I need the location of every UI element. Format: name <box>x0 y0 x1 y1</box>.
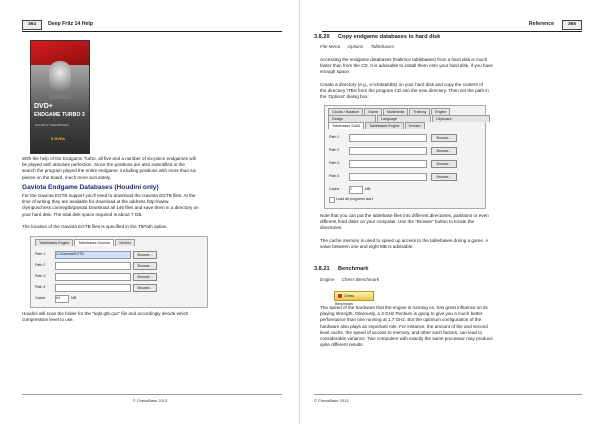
cache-label: Cache <box>35 296 46 300</box>
tab-tablebases-engine[interactable]: Tablebases Engine <box>35 239 73 246</box>
tab-language[interactable]: Language <box>377 115 431 122</box>
copy-paragraph <box>320 57 493 76</box>
section-number: 3.8.20 <box>314 34 330 40</box>
cache-input[interactable]: 64 <box>55 295 69 303</box>
text-line: For the Gaviota EGTB support you'll need to download the Gaviota EGTB files. At the <box>22 193 196 198</box>
path3-input[interactable] <box>55 273 131 281</box>
box-badge: 6 DVDs <box>51 136 66 141</box>
browse-button[interactable]: Browse... <box>431 160 457 168</box>
menu-path-item: File Menu <box>320 44 341 49</box>
text-line: Accessing the endgame databases (Nalimov tablebases) from a hard disk is much <box>320 57 488 62</box>
page-number: 365 <box>562 20 582 30</box>
browse-button[interactable]: Browse... <box>133 284 157 292</box>
dialog-tabs-row2 <box>328 115 491 122</box>
directory-paragraph <box>320 82 489 101</box>
gaviota-heading: Gaviota Endgame Databases (Houdini only) <box>22 184 159 191</box>
text-line: compression level to use. <box>22 317 74 323</box>
browse-button[interactable]: Browse... <box>133 273 157 281</box>
text-line: Create a directory (e.g., e:\chdata\tbs) on your hard disk and copy the content of <box>320 82 483 87</box>
tbpath-paragraph: The location of the Gaviota EGTB files is specified in the TbPath option. <box>22 224 168 229</box>
path-label: Path 4 <box>35 285 46 289</box>
text-line: the 'Options' dialog box: <box>320 94 369 100</box>
path1-input[interactable]: C:\Gaviota\EGTB <box>55 251 131 259</box>
tab-version[interactable]: Version <box>405 122 425 129</box>
left-page-header <box>22 19 282 32</box>
text-line: Note that you can put the tablebase files into different directories, partitions or even <box>320 213 489 218</box>
tab-tablebases-engine[interactable]: Tablebases Engine <box>365 122 403 129</box>
text-line: With the help of the Endgame Turbo, all five and a number of six-piece endgames will <box>22 156 196 161</box>
text-line: performance than one running at 1.7 GHz. But the optimum configuration of the <box>320 317 482 323</box>
text-line: hardware also plays an important role. For instance, the amount of the and second <box>320 323 488 329</box>
tab-training[interactable]: Training <box>409 108 430 115</box>
text-line: level cache, the speed of access to memory, and other such factors, can lead to <box>320 329 483 335</box>
path-label: Path 3 <box>329 161 340 165</box>
gaviota-dialog-screenshot <box>30 236 208 308</box>
box-title-line2: ENDGAME TURBO 3 <box>34 112 85 118</box>
path4-input[interactable] <box>349 173 427 181</box>
menu-path <box>320 44 400 49</box>
path-label: Path 4 <box>329 174 340 178</box>
menu-path-item: Tablebases <box>370 44 394 49</box>
left-footer: © ChessBase 2013 <box>132 398 168 403</box>
footer-rule <box>22 394 282 395</box>
page-number: 364 <box>22 20 42 30</box>
tab-tablebases-subd[interactable]: Tablebases SubD <box>328 122 364 129</box>
note-paragraph <box>320 213 489 232</box>
dialog-tabs-row1 <box>328 108 451 115</box>
text-line: different hard disks on your computer. Use the "Browse" button to locate the <box>320 219 475 225</box>
text-line: playing strength. Obviously, a 3 GHz Pentium is going to give you a much better <box>320 311 483 317</box>
section-title: Benchmark <box>338 266 369 272</box>
path3-input[interactable] <box>349 160 427 168</box>
cache-paragraph <box>320 238 488 250</box>
load-checkbox-label: Load all programs start <box>336 197 373 201</box>
browse-button[interactable]: Browse... <box>431 134 457 142</box>
menu-path <box>320 277 385 282</box>
text-line: enough space. <box>320 69 351 75</box>
menu-path-item: Chess Benchmark <box>341 277 380 282</box>
chess-benchmark-button[interactable] <box>334 291 374 306</box>
text-line: Houdini will scan the folder for the "kqkr.gtb.cpx" file and accordingly decide which <box>22 311 189 316</box>
right-page-header <box>322 19 582 32</box>
cache-input[interactable]: 1 <box>349 186 363 194</box>
dialog-tabs <box>35 239 136 246</box>
path2-input[interactable] <box>349 147 427 155</box>
section-title: Copy endgame databases to hard disk <box>338 34 441 40</box>
tab-clipboard[interactable]: Clipboard <box>432 115 490 122</box>
text-line: the directory \TBS from the program CD into the new directory. Then set the path in <box>320 88 489 94</box>
tab-multimedia[interactable]: Multimedia <box>383 108 408 115</box>
load-checkbox[interactable] <box>329 197 335 203</box>
right-footer: © ChessBase 2013 <box>314 398 349 403</box>
box-subtitle: NALIMOV TABLEBASES <box>35 123 69 127</box>
header-title: Deep Fritz 14 Help <box>48 21 93 27</box>
tab-clocks-notation[interactable]: Clocks / Notation <box>328 108 363 115</box>
options-dialog-screenshot <box>324 105 486 209</box>
browse-button[interactable]: Browse... <box>133 251 157 259</box>
text-line: your hard disk. The total disk space required is about 7 GB. <box>22 211 143 217</box>
cache-unit: MB <box>365 187 371 191</box>
menu-path-item: Options <box>347 44 364 49</box>
path-label: Path 2 <box>35 263 46 267</box>
path-label: Path 1 <box>329 135 340 139</box>
path2-input[interactable] <box>55 262 131 270</box>
path-label: Path 3 <box>35 274 46 278</box>
houdini-paragraph <box>22 311 188 323</box>
path4-input[interactable] <box>55 284 131 292</box>
tab-engine[interactable]: Engine <box>431 108 450 115</box>
endgame-turbo-box-image <box>30 40 90 154</box>
footer-rule <box>314 394 582 395</box>
tab-game[interactable]: Game <box>364 108 382 115</box>
text-line: pieces on the board, much more accurately. <box>22 174 112 180</box>
intro-paragraph <box>22 156 196 181</box>
path-label: Path 1 <box>35 252 46 256</box>
cache-unit: MB <box>71 296 77 300</box>
text-line: faster than from the CD. It is advisable to install them onto your hard disk, if you have <box>320 63 493 69</box>
menu-path-item: Engine <box>320 277 335 282</box>
text-line: search the program played the entire endgame, including positions with more than six <box>22 168 196 174</box>
benchmark-button-label: Chess Benchmark <box>335 294 355 306</box>
text-line: quite different results. <box>320 342 364 348</box>
box-title-line1: DVD+ <box>34 103 53 110</box>
browse-button[interactable]: Browse... <box>133 262 157 270</box>
path-label: Path 2 <box>329 148 340 152</box>
dialog-tabs-row3 <box>328 122 426 129</box>
text-line: time of writing they are available for download at the address http://www. <box>22 199 170 205</box>
text-line: olympuschess.com/egtb/gaviota Download all 145 files and save them in a directory on <box>22 205 199 211</box>
text-line: The cache memory is used to speed up access to the tablebases during a game. A <box>320 238 489 243</box>
text-line: value between one and eight MB is advisable. <box>320 244 414 250</box>
browse-button[interactable]: Browse... <box>431 173 457 181</box>
text-line: considerable variance. Two computers with exactly the same processor may produce <box>320 336 493 342</box>
path1-input[interactable] <box>349 134 427 142</box>
text-line: directories. <box>320 225 343 231</box>
text-line: The speed of the hardware that the engine is running on, has great influence on its <box>320 305 488 310</box>
gaviota-paragraph <box>22 193 199 218</box>
text-line: be played with absolute perfection. Since the positions are also indentified in the <box>22 162 185 168</box>
tab-design[interactable]: Design <box>328 115 376 122</box>
benchmark-paragraph <box>320 305 493 348</box>
header-title: Reference <box>528 21 554 27</box>
tab-version[interactable]: Version <box>115 239 135 246</box>
cache-label: Cache <box>329 187 340 191</box>
benchmark-icon <box>338 294 342 298</box>
chess-king-icon <box>49 61 71 99</box>
right-page <box>300 0 600 424</box>
browse-button[interactable]: Browse... <box>431 147 457 155</box>
section-number: 3.8.21 <box>314 266 330 272</box>
tab-tablebases-gaviota[interactable]: Tablebases Gaviota <box>74 239 114 246</box>
